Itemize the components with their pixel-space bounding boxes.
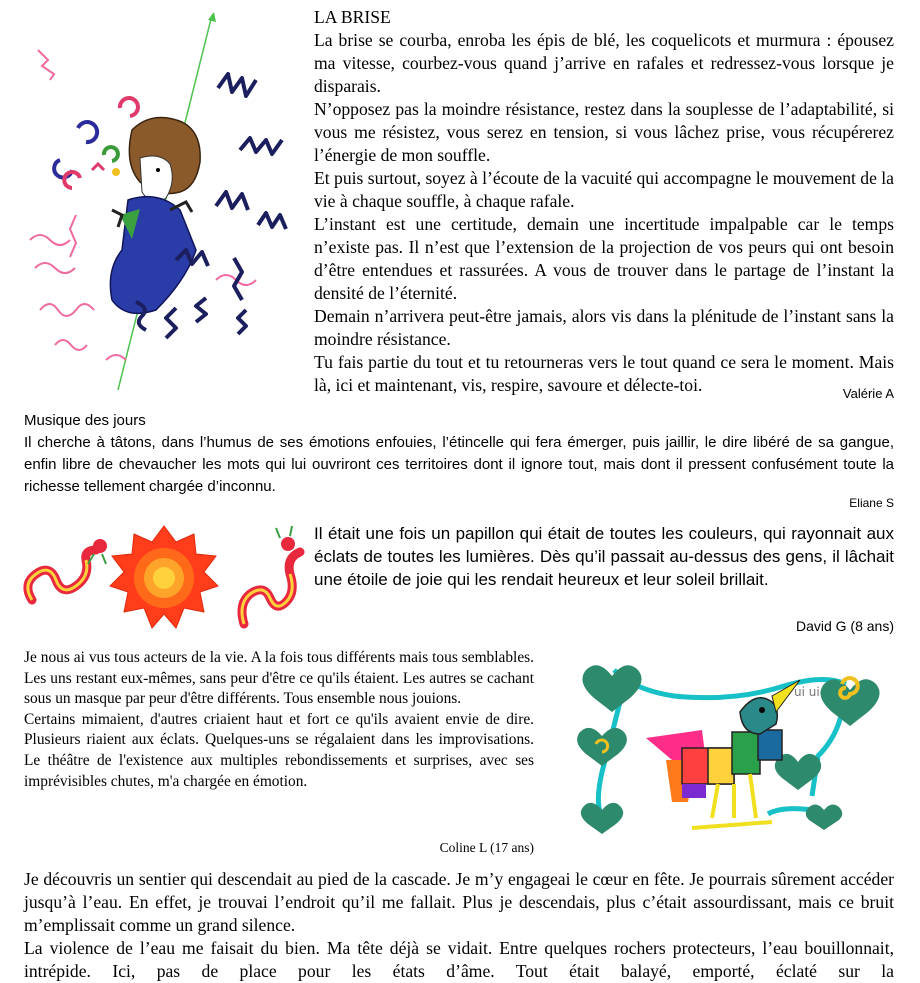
theatre-paragraph: Je nous ai vus tous acteurs de la vie. A la fois tous différents mais tous semblables. Les uns restant eux-mêmes, sans peur d'être ce qu'ils étaient. Les autres se cachant sous un masque par peur d'être différents. Tous ensemble nous jouions. [24, 649, 534, 708]
sun-dragons-drawing [18, 520, 310, 636]
theatre-author: Coline L (17 ans) [439, 840, 534, 855]
brise-paragraph: Et puis surtout, soyez à l’écoute de la vacuité qui accompagne le mouvement de la vie à chaque souffle, à chaque rafale. [314, 168, 894, 211]
musique-author: Eliane S [849, 496, 894, 510]
bird-hearts-drawing [562, 650, 892, 846]
brise-paragraph: N’opposez pas la moindre résistance, restez dans la souplesse de l’adaptabilité, si vous me résistez, vous serez en tension, si vous lâchez prise, vous récupérerez l’énergie de mon souffle. [314, 99, 894, 165]
brise-paragraph: Tu fais partie du tout et tu retourneras vers le tout quand ce sera le moment. Mais là, ici et maintenant, vis, respire, savoure et délecte-toi. [314, 352, 894, 395]
wind-boy-drawing [20, 10, 302, 395]
brise-paragraph: La brise se courba, enroba les épis de blé, les coquelicots et murmura : épousez ma vitesse, courbez-vous quand j’arrive en rafales et redressez-vous lorsque je disparais. [314, 30, 894, 96]
theatre-paragraph: Certains mimaient, d'autres criaient haut et fort ce qu'ils avaient envie de dire. Plusieurs riaient aux éclats. Quelques-uns se régalaient dans les improvisations. Le théâtre de l'existence aux multiples rebondissements et surprises, avec ses imprévisibles chutes, m'a chargée en émotion. [24, 710, 534, 790]
cascade-paragraph: Je découvris un sentier qui descendait au pied de la cascade. Je m’y engageai le cœur en fête. Je pourrais sûrement accéder jusqu’à l’eau. En effet, je trouvai l’endroit qu’il me fallait. Plus je descendais, plus c’était assourdissant, mais ce bruit m’emplissait comme un grand silence. [24, 869, 894, 935]
papillon-text: Il était une fois un papillon qui était de toutes les couleurs, qui rayonnait aux éclats de toutes les lumières. Dès qu’il passait au-dessus des gens, il lâchait une étoile de joie qui les rendait heureux et leur soleil brillait. [314, 524, 894, 589]
brise-paragraph: L’instant est une certitude, demain une incertitude impalpable car le temps n’existe pas. Il n’est que l’extension de la projection de vos peurs qui ont besoin d’être entendues et rassurées. A vous de trouver dans le partage de l’instant la densité de l’éternité. [314, 214, 894, 303]
papillon-author: David G (8 ans) [795, 618, 894, 634]
cascade-paragraph: La violence de l’eau me faisait du bien. Ma tête déjà se vidait. Entre quelques rochers protecteurs, l’eau bouillonnait, intrépide. Ici, pas de place pour les états d’âme. Tout était balayé, emporté, éclaté sur la [24, 938, 894, 981]
brise-title: LA BRISE [314, 7, 391, 27]
bird-scribble: ui ui [794, 685, 820, 699]
musique-title: Musique des jours [24, 412, 146, 429]
brise-author: Valérie A [842, 386, 894, 401]
brise-paragraph: Demain n’arrivera peut-être jamais, alors vis dans la plénitude de l’instant sans la moindre résistance. [314, 306, 894, 349]
brise-section [314, 6, 894, 397]
cascade-section [24, 868, 894, 983]
musique-text: Il cherche à tâtons, dans l’humus de ses émotions enfouies, l’étincelle qui fera émerger, puis jaillir, le dire libéré de sa gangue, enfin libre de chevaucher les mots qui lui ouvriront ces territoires dont il ignore tout, mais dont il pressent confusément toute la richesse tellement chargée d’inconnu. [24, 434, 894, 495]
theatre-section [24, 648, 534, 792]
